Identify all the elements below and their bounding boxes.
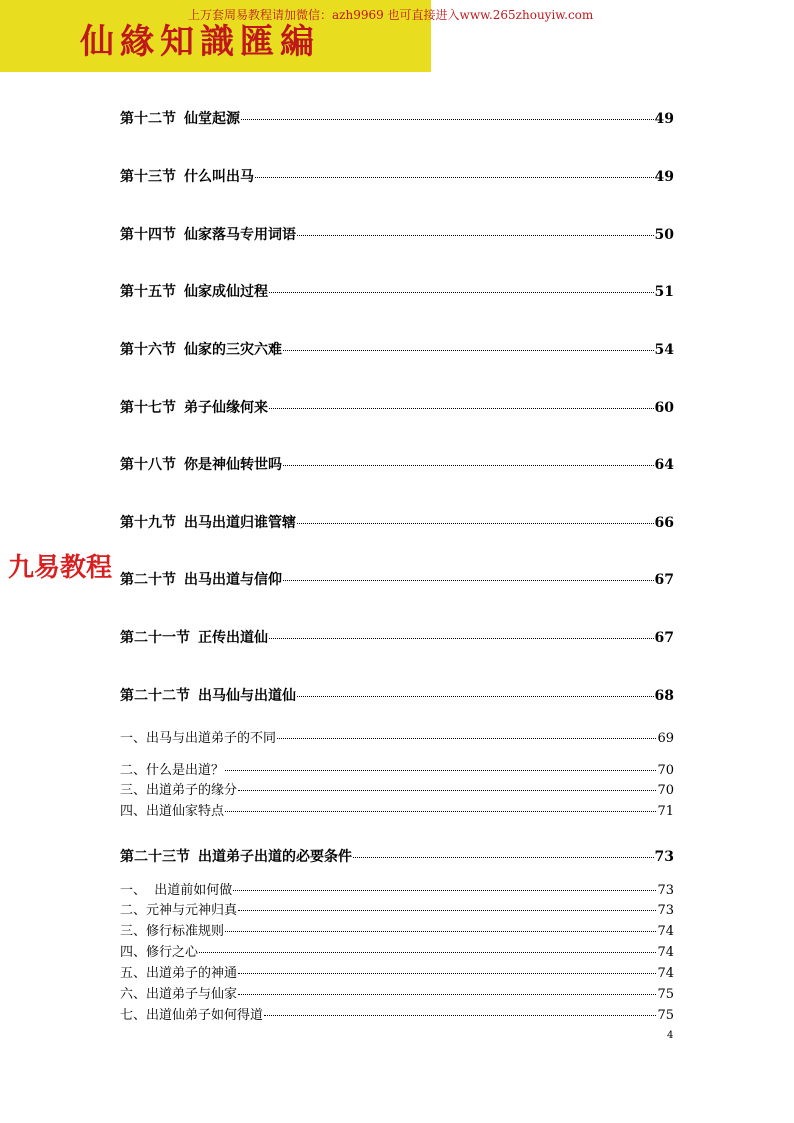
toc-title: 出道弟子出道的必要条件 [198,849,352,865]
banner-title: 仙緣知識匯編 [80,22,320,62]
toc-page: 74 [657,924,674,939]
toc-page: 71 [657,804,674,819]
toc-section-number: 第二十节 [120,572,176,588]
toc-subtitle: 六、出道弟子与仙家 [120,987,238,1002]
toc-subentry[interactable] [120,962,674,981]
toc-title: 仙家的三灾六难 [184,342,282,358]
toc-page: 49 [654,111,674,127]
toc-subentry[interactable] [120,920,674,939]
toc-subentry[interactable] [120,779,674,798]
toc-section-number: 第十五节 [120,284,176,300]
toc-subentry[interactable] [120,941,674,960]
toc-page: 69 [657,731,674,746]
toc-subtitle: 一、出马与出道弟子的不同 [120,731,277,746]
toc-page: 75 [657,1008,674,1023]
toc-subtitle: 三、出道弟子的缘分 [120,783,238,798]
toc-section-number: 第二十一节 [120,630,190,646]
toc-subentry[interactable] [120,1004,674,1023]
toc-page: 73 [654,849,674,865]
toc-page: 75 [657,987,674,1002]
toc-title: 正传出道仙 [198,630,268,646]
toc-page: 73 [657,903,674,918]
dot-leader [233,890,656,891]
watermark-logo: 九易教程 [8,553,113,583]
dot-leader [297,523,654,524]
toc-title: 出马出道与信仰 [184,572,282,588]
toc-page: 67 [654,630,674,646]
toc-page: 49 [654,169,674,185]
toc-entry[interactable] [120,339,674,359]
toc-entry[interactable] [120,454,674,474]
toc-section-number: 第二十二节 [120,688,190,704]
dot-leader [353,857,654,858]
promo-text: 上万套周易教程请加微信：azh9969 也可直接进入www.265zhouyiw.com [188,8,594,22]
toc-entry[interactable] [120,224,674,244]
toc-subtitle: 四、修行之心 [120,945,199,960]
toc-subtitle: 二、什么是出道？ [120,763,225,778]
toc-title: 弟子仙缘何来 [184,400,268,416]
toc-section-number: 第十八节 [120,457,176,473]
toc-page: 70 [657,783,674,798]
dot-leader [238,973,656,974]
toc-page: 67 [654,572,674,588]
toc-subentry[interactable] [120,879,674,898]
toc-entry[interactable] [120,166,674,186]
toc-section-number: 第十三节 [120,169,176,185]
dot-leader [283,465,654,466]
dot-leader [225,811,656,812]
toc-title: 出马仙与出道仙 [198,688,296,704]
toc-subentry[interactable] [120,800,674,819]
dot-leader [238,910,656,911]
toc-title: 出马出道归谁管辖 [184,515,296,531]
toc-page: 66 [654,515,674,531]
toc-subentry[interactable] [120,759,674,778]
dot-leader [255,177,654,178]
dot-leader [264,1015,656,1016]
toc-page: 50 [654,227,674,243]
dot-leader [225,770,656,771]
toc-page: 60 [654,400,674,416]
toc-title: 仙堂起源 [184,111,240,127]
toc-entry[interactable] [120,685,674,705]
toc-title: 你是神仙转世吗 [184,457,282,473]
toc-page: 74 [657,945,674,960]
toc-subentry[interactable] [120,899,674,918]
toc-subentry[interactable] [120,983,674,1002]
toc-subtitle: 二、元神与元神归真 [120,903,238,918]
page-number: 4 [667,1030,674,1041]
toc-section-number: 第二十三节 [120,849,190,865]
toc-section-number: 第十四节 [120,227,176,243]
dot-leader [238,994,656,995]
toc-entry[interactable] [120,397,674,417]
toc-entry[interactable] [120,108,674,128]
toc-title: 仙家落马专用词语 [184,227,296,243]
toc-subtitle: 一、 出道前如何做 [120,883,233,898]
toc-page: 54 [654,342,674,358]
dot-leader [225,931,656,932]
toc-entry[interactable] [120,512,674,532]
dot-leader [199,952,656,953]
toc-section-number: 第十七节 [120,400,176,416]
toc-page: 68 [654,688,674,704]
toc-title: 仙家成仙过程 [184,284,268,300]
dot-leader [269,408,654,409]
toc-section-number: 第十六节 [120,342,176,358]
toc-page: 51 [654,284,674,300]
dot-leader [269,292,654,293]
toc-page: 64 [654,457,674,473]
dot-leader [238,790,656,791]
toc-subtitle: 七、出道仙弟子如何得道 [120,1008,264,1023]
dot-leader [297,696,654,697]
toc-entry[interactable] [120,281,674,301]
toc-subtitle: 四、出道仙家特点 [120,804,225,819]
dot-leader [283,580,654,581]
toc-section-number: 第十九节 [120,515,176,531]
toc-section-number: 第十二节 [120,111,176,127]
dot-leader [283,350,654,351]
toc-entry[interactable] [120,846,674,866]
toc-subentry[interactable] [120,727,674,746]
dot-leader [269,638,654,639]
toc-subtitle: 五、出道弟子的神通 [120,966,238,981]
toc-entry[interactable] [120,627,674,647]
dot-leader [277,738,656,739]
toc-entry[interactable] [120,569,674,589]
toc-page: 73 [657,883,674,898]
dot-leader [241,119,654,120]
toc-title: 什么叫出马 [184,169,254,185]
toc-subtitle: 三、修行标准规则 [120,924,225,939]
toc-page: 70 [657,763,674,778]
dot-leader [297,235,654,236]
toc-page: 74 [657,966,674,981]
